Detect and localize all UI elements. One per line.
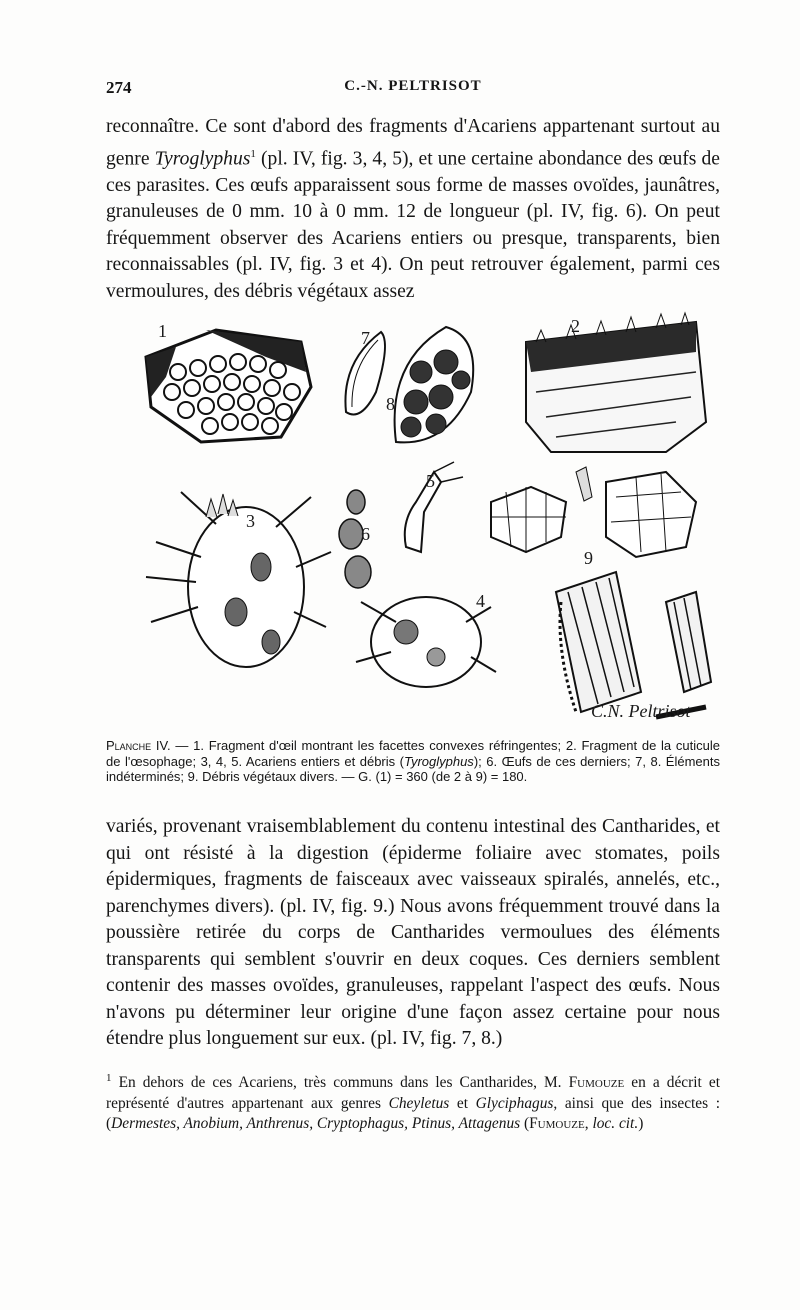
text-run: reconnaître. Ce sont d'abord des fragments d'Acariens appartenant surtout au genre <box>106 116 720 170</box>
page-header <box>106 78 720 104</box>
paragraph-text: variés, provenant vraisemblablement du contenu intestinal des Cantharides, et qui ont résisté à la digestion (épiderme foliaire avec stomates, poils épidermiques, fragments de faisceaux avec vaisseaux spiralés, annelés, etc., parenchymes divers). (pl. IV, fig. 9.) Nous avons fréquemment trouvé dans la poussière retirée du corps de Cantharides vermoulues des éléments transparents qui semblent s'ouvrir en deux coques. Ces derniers semblent contenir des masses ovoïdes, granuleuses, rappelant l'aspect des œufs. Nous n'avons pu déterminer leur origine d'une façon assez certaine pour nous étendre plus longuement sur eux. (pl. IV, fig. 7, 8.) <box>106 816 720 1049</box>
footnote <box>106 1068 720 1135</box>
footnote-text: en a décrit et représenté d'autres appartenant aux genres <box>106 1074 720 1112</box>
footnote-text: , <box>584 1115 593 1133</box>
fig-label-8: 8 <box>386 394 395 414</box>
footnote-text: En dehors de ces Acariens, très communs dans les Cantharides, M. <box>111 1074 569 1092</box>
author-name: Fumouze <box>568 1074 625 1092</box>
fig1-eye-fragment <box>146 330 311 442</box>
genus-name: Glyciphagus <box>475 1094 554 1112</box>
fig2-cuticle-fragment <box>526 313 706 452</box>
plate-drawing <box>106 302 720 732</box>
citation: loc. cit. <box>592 1115 639 1133</box>
fig-label-7: 7 <box>361 328 370 348</box>
plate-caption <box>106 738 720 785</box>
plate-illustration <box>106 302 720 732</box>
caption-genus: Tyroglyphus <box>403 753 474 769</box>
insect-genera: Dermestes, Anobium, Anthrenus, Cryptophagus, Ptinus, Attagenus <box>111 1115 521 1133</box>
caption-text: — 1. Fragment d'œil montrant les facettes convexes réfringentes; 2. Fragment de la cuticule de l'œsophage; 3, 4, 5. Acariens entiers et débris ( <box>106 738 720 769</box>
genus-name: Tyroglyphus <box>154 148 251 170</box>
footnote-text: ( <box>520 1115 530 1133</box>
caption-text: ); 6. Œufs de ces derniers; 7, 8. Éléments indéterminés; 9. Débris végétaux divers. — G. (1) = 360 (de 2 à 9) = 180. <box>106 753 720 784</box>
body-paragraph-top <box>106 114 720 305</box>
text-run: (pl. IV, fig. 3, 4, 5), et une certaine abondance des œufs de ces parasites. Ces œufs apparaissent sous forme de masses ovoïdes, jaunâtres, granuleuses de 0 mm. 10 à 0 mm. 12 de longueur (pl. IV, fig. 6). On peut fréquemment observer des Acariens entiers ou presque, transparents, bien reconnaissables (pl. IV, fig. 3 et 4). On peut retrouver également, parmi ces vermoulures, des débris végétaux assez <box>106 148 720 302</box>
fig3-acarid <box>146 492 331 667</box>
fig-label-3: 3 <box>246 511 255 531</box>
footnote-text: ) <box>638 1115 644 1133</box>
author-name: Fumouze <box>529 1115 585 1133</box>
fig9-plant-debris <box>491 467 711 721</box>
illustrator-signature: C.N. Peltrisot <box>591 701 691 721</box>
footnote-reference: 1 <box>250 147 256 160</box>
fig-label-1: 1 <box>158 321 167 341</box>
footnote-text: et <box>449 1094 476 1112</box>
footnote-text: , ainsi que des insectes : ( <box>106 1094 721 1133</box>
body-paragraph-bottom <box>106 814 720 1053</box>
fig4-acarid <box>356 597 496 687</box>
genus-name: Cheyletus <box>388 1094 450 1112</box>
fig-label-9: 9 <box>584 548 593 568</box>
running-head: C.-N. PELTRISOT <box>344 78 482 94</box>
fig-label-4: 4 <box>476 591 485 611</box>
plate-title: Planche IV. <box>106 738 171 753</box>
fig-label-5: 5 <box>426 471 435 491</box>
page-number: 274 <box>106 78 132 97</box>
footnote-marker: 1 <box>106 1072 112 1084</box>
fig-label-2: 2 <box>571 316 580 336</box>
fig-label-6: 6 <box>361 524 370 544</box>
